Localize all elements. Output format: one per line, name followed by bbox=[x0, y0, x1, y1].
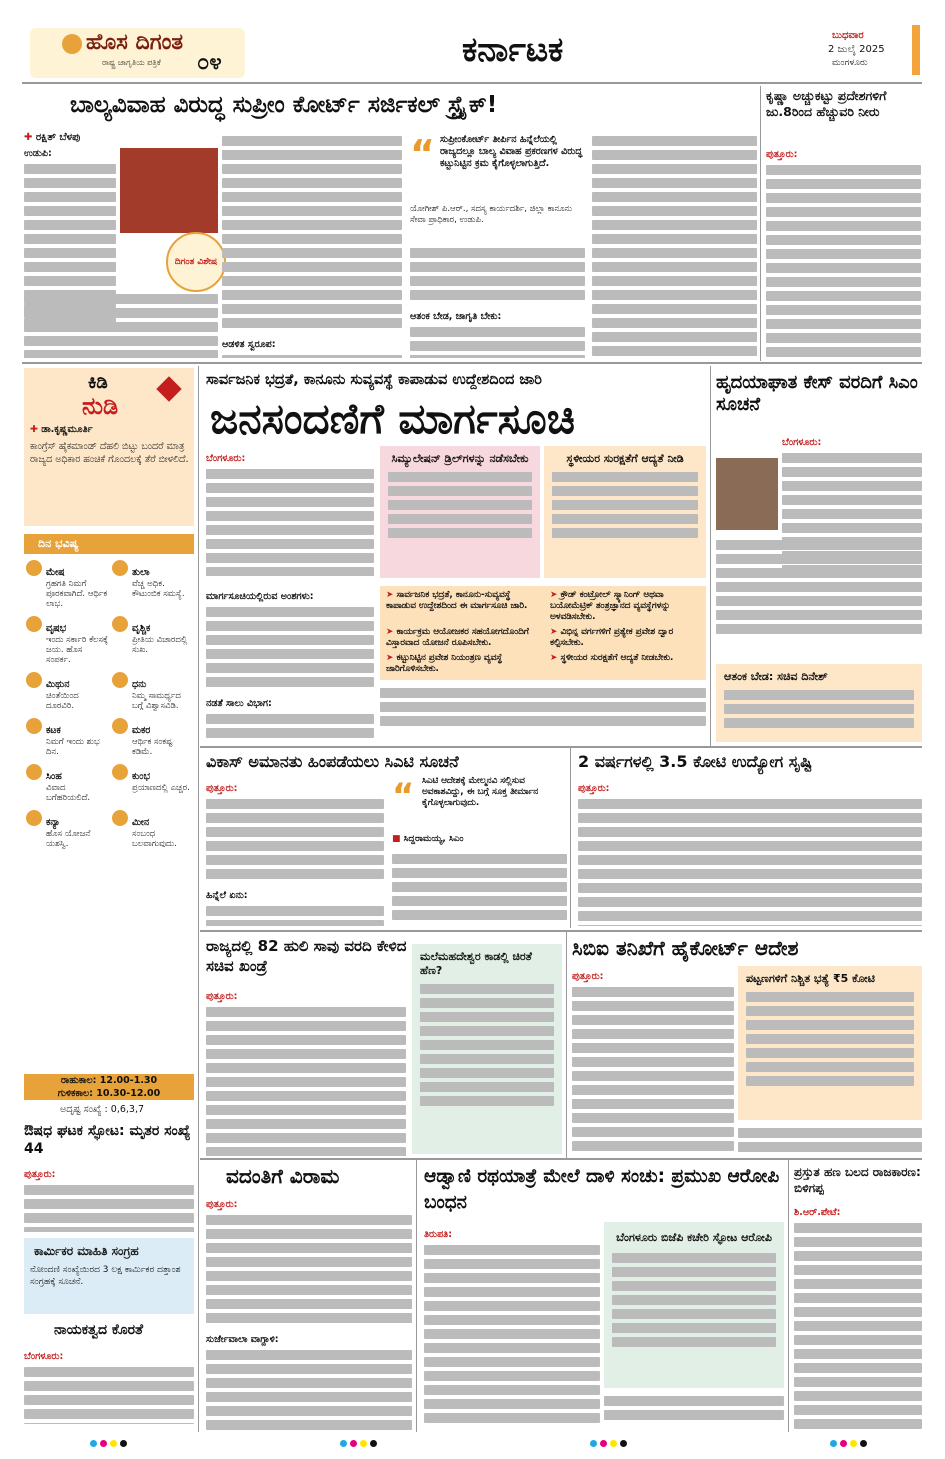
tiger-dateline: ಪುತ್ತೂರು: bbox=[206, 991, 238, 1002]
advani-box bbox=[604, 1222, 784, 1388]
rashi-icon bbox=[26, 810, 42, 826]
politics-dateline: ಶಿ.ಆರ್.ಪೇಟೆ: bbox=[794, 1207, 841, 1218]
lead-badge-text: ದಿಗಂತ ವಿಶೇಷ bbox=[174, 257, 218, 267]
magenta-dot bbox=[600, 1440, 607, 1447]
kidi-author-text: ಡಾ.ಕೃಷ್ಣಮೂರ್ತಿ bbox=[41, 424, 93, 435]
rashi-item bbox=[26, 718, 108, 757]
point-text: ಕಟ್ಟುನಿಟ್ಟಿನ ಪ್ರವೇಶ ನಿಯಂತ್ರಣ ವ್ಯವಸ್ಥೆ ಜಾರಿಗೊಳಿಸಬೇಕು. bbox=[386, 653, 503, 674]
cbi-box-title: ಪಟ್ಟಣಗಳಿಗೆ ನಿಶ್ಚಿತ ಭತ್ಯೆ ₹5 ಕೋಟಿ bbox=[746, 972, 875, 985]
point-item: ➤ ವಿಭಿನ್ನ ವರ್ಗಗಳಿಗೆ ಪ್ರತ್ಯೇಕ ಪ್ರವೇಶ ದ್ವಾರ ಕಲ್ಪಿಸಬೇಕು. bbox=[550, 627, 674, 648]
sim-box-title: ಸಿಮ್ಯುಲೇಷನ್ ಡ್ರಿಲ್‌ಗಳನ್ನು ನಡೆಸಬೇಕು bbox=[391, 452, 529, 465]
cbi-box bbox=[738, 966, 922, 1120]
logo-icon bbox=[62, 34, 82, 54]
cet-quote-by: ■ ಸಿದ್ದರಾಮಯ್ಯ, ಸಿಎಂ bbox=[392, 834, 464, 844]
center-sub-1: ಮಾರ್ಗಸೂಚಿಯಲ್ಲಿರುವ ಅಂಶಗಳು: bbox=[206, 591, 314, 602]
lead-badge bbox=[166, 232, 226, 292]
rashi-name: ವೃಷಭ bbox=[46, 623, 67, 634]
rashi-icon bbox=[112, 810, 128, 826]
yellow-dot bbox=[850, 1440, 857, 1447]
labour-text: ನೋಂದಣಿ ಸಂಖ್ಯೆಯಿರದ 3 ಲಕ್ಷ ಕಾರ್ಮಿಕರ ದತ್ತಾಂಶ ಸಂಗ್ರಹಕ್ಕೆ ಸೂಚನೆ. bbox=[30, 1265, 181, 1287]
col-rule bbox=[760, 86, 761, 361]
rashi-item bbox=[112, 764, 194, 803]
cet-col-1 bbox=[206, 776, 384, 926]
logo-text: ಹೊಸ ದಿಗಂತ bbox=[86, 30, 184, 55]
point-text: ವಿಭಿನ್ನ ವರ್ಗಗಳಿಗೆ ಪ್ರತ್ಯೇಕ ಪ್ರವೇಶ ದ್ವಾರ ಕಲ್ಪಿಸಬೇಕು. bbox=[550, 627, 674, 648]
date-full: 2 ಜುಲೈ 2025 bbox=[828, 44, 885, 55]
heart-box bbox=[716, 664, 922, 742]
cmyk-mark bbox=[830, 1440, 867, 1447]
center-col-2b bbox=[380, 684, 706, 740]
leadership-body bbox=[24, 1344, 194, 1424]
row-rule-4 bbox=[200, 1158, 922, 1160]
logo-tagline: ರಾಷ್ಟ್ರ ಜಾಗೃತಿಯ ಪತ್ರಿಕೆ bbox=[102, 58, 161, 67]
kidi-title: ಕಿಡಿ bbox=[88, 372, 108, 393]
local-box bbox=[544, 446, 706, 578]
yellow-dot bbox=[610, 1440, 617, 1447]
center-headline: ಜನಸಂದಣಿಗೆ ಮಾರ್ಗಸೂಚಿ bbox=[210, 394, 575, 443]
mid-rule-2 bbox=[566, 932, 567, 1158]
point-item: ➤ ಕಾರ್ಯಕ್ರಮ ಆಯೋಜಕರ ಸಹಯೋಗದೊಂದಿಗೆ ವಿಸ್ತಾರವಾದ ಯೋಜನೆ ರೂಪಿಸಬೇಕು. bbox=[386, 627, 529, 648]
rashi-name: ಮೇಷ bbox=[46, 567, 65, 578]
leopard-box-title: ಮಲೆಮಹದೇಶ್ವರ ಕಾಡಲ್ಲಿ ಚಿರತೆ ಹೆಣ? bbox=[420, 950, 532, 977]
rashi-text: ಆರ್ಥಿಕ ಸಂಕಷ್ಟ ಕಡಿಮೆ. bbox=[132, 737, 173, 757]
rashi-icon bbox=[26, 616, 42, 632]
magenta-dot bbox=[100, 1440, 107, 1447]
point-item: ➤ ಸಾರ್ವಜನಿಕ ಭದ್ರತೆ, ಕಾನೂನು-ಸುವ್ಯವಸ್ಥೆ ಕಾಪಾಡುವ ಉದ್ದೇಶದಿಂದ ಈ ಮಾರ್ಗಸೂಚಿ ಜಾರಿ. bbox=[386, 590, 528, 611]
cet-sub: ಹಿನ್ನೆಲೆ ಏನು: bbox=[206, 890, 248, 901]
water-body bbox=[766, 142, 921, 358]
page-number: ೦೪ bbox=[197, 50, 222, 75]
cyan-dot bbox=[90, 1440, 97, 1447]
rashi-icon bbox=[112, 560, 128, 576]
cmyk-mark bbox=[90, 1440, 127, 1447]
rumor-headline: ವದಂತಿಗೆ ವಿರಾಮ bbox=[226, 1164, 340, 1188]
lead-quote-text: ಸುಪ್ರೀಂಕೋರ್ಟ್ ತೀರ್ಪಿನ ಹಿನ್ನೆಲೆಯಲ್ಲಿ ರಾಜ್ಯದಲ್ಲೂ ಬಾಲ್ಯ ವಿವಾಹ ಪ್ರಕರಣಗಳ ವಿರುದ್ಧ ಕಟ್ಟುನಿಟ್ಟಿನ ಕ್ರಮ ಕೈಗೊಳ್ಳಲಾಗುತ್ತಿದೆ. bbox=[440, 134, 583, 169]
date-city: ಮಂಗಳೂರು bbox=[832, 58, 868, 68]
rashi-item bbox=[26, 672, 108, 711]
center-dateline: ಬೆಂಗಳೂರು: bbox=[206, 453, 246, 464]
lead-sub-2: ಆತಂಕ ಬೇಡ, ಜಾಗೃತಿ ಬೇಕು: bbox=[410, 311, 502, 322]
rashi-item bbox=[112, 560, 194, 609]
rashi-icon bbox=[26, 672, 42, 688]
heart-dateline: ಬೆಂಗಳೂರು: bbox=[782, 437, 822, 448]
labour-title: ಕಾರ್ಮಿಕರ ಮಾಹಿತಿ ಸಂಗ್ರಹ bbox=[34, 1244, 139, 1258]
point-text: ಕಾರ್ಯಕ್ರಮ ಆಯೋಜಕರ ಸಹಯೋಗದೊಂದಿಗೆ ವಿಸ್ತಾರವಾದ ಯೋಜನೆ ರೂಪಿಸಬೇಕು. bbox=[386, 627, 529, 648]
masthead bbox=[22, 20, 922, 80]
rashi-item bbox=[26, 560, 108, 609]
rashi-name: ಮಿಥುನ bbox=[46, 679, 70, 690]
rashi-item bbox=[112, 810, 194, 849]
rashi-icon bbox=[112, 616, 128, 632]
heart-box-title: ಆತಂಕ ಬೇಡ: ಸಚಿವ ದಿನೇಶ್ bbox=[724, 670, 828, 683]
cbi-col-1 bbox=[572, 964, 734, 1156]
lead-col-4 bbox=[592, 132, 757, 358]
sim-box bbox=[380, 446, 540, 578]
local-box-title: ಸ್ಥಳೀಯರ ಸುರಕ್ಷತೆಗೆ ಆದ್ಯತೆ ನೀಡಿ bbox=[566, 452, 684, 465]
lead-photo bbox=[120, 148, 218, 233]
rashi-item bbox=[26, 616, 108, 665]
lead-headline: ಬಾಲ್ಯವಿವಾಹ ವಿರುದ್ಧ ಸುಪ್ರೀಂ ಕೋರ್ಟ್ ಸರ್ಜಿಕಲ್ ಸ್ಟ್ರೈಕ್! bbox=[70, 92, 498, 118]
rashi-name: ಸಿಂಹ bbox=[46, 771, 62, 782]
center-col-1 bbox=[206, 446, 374, 576]
rashi-icon bbox=[112, 764, 128, 780]
advani-box-title: ಬೆಂಗಳೂರು ಬಿಜೆಪಿ ಕಚೇರಿ ಸ್ಫೋಟ ಆರೋಪಿ bbox=[616, 1231, 772, 1244]
point-text: ಸ್ಥಳೀಯರ ಸುರಕ್ಷತೆಗೆ ಆದ್ಯತೆ ನೀಡಬೇಕು. bbox=[560, 653, 674, 663]
rashi-text: ಪ್ರಯಾಣದಲ್ಲಿ ಎಚ್ಚರ. bbox=[132, 783, 190, 793]
rashi-text: ವೆಚ್ಚ ಅಧಿಕ. ಕೌಟುಂಬಿಕ ಸಮಸ್ಯೆ. bbox=[132, 579, 185, 599]
death-dateline: ಪುತ್ತೂರು: bbox=[24, 1169, 56, 1180]
points-grid bbox=[386, 590, 704, 675]
cyan-dot bbox=[830, 1440, 837, 1447]
rashi-icon bbox=[112, 718, 128, 734]
row-rule-2 bbox=[200, 746, 922, 748]
rumor-dateline: ಪುತ್ತೂರು: bbox=[206, 1199, 238, 1210]
horoscope-grid bbox=[26, 560, 194, 853]
advani-headline: ಆಡ್ವಾಣಿ ರಥಯಾತ್ರೆ ಮೇಲೆ ದಾಳಿ ಸಂಚು: ಪ್ರಮುಖ ಆರೋಪಿ ಬಂಧನ bbox=[424, 1166, 780, 1213]
kidi-text: ಕಾಂಗ್ರೆಸ್ ಹೈಕಮಾಂಡ್ ದೆಹಲಿ ಬಿಟ್ಟು ಬಂದರೆ ಮಾತ್ರ ರಾಜ್ಯದ ಅಧಿಕಾರ ಹಂಚಿಕೆ ಗೊಂದಲಕ್ಕೆ ತೆರೆ ಬೀಳಲಿದೆ. bbox=[30, 441, 189, 465]
black-dot bbox=[620, 1440, 627, 1447]
center-kicker: ಸಾರ್ವಜನಿಕ ಭದ್ರತೆ, ಕಾನೂನು ಸುವ್ಯವಸ್ಥೆ ಕಾಪಾಡುವ ಉದ್ದೇಶದಿಂದ ಜಾರಿ bbox=[206, 372, 542, 388]
row-rule-1 bbox=[22, 362, 922, 364]
magenta-dot bbox=[350, 1440, 357, 1447]
jobs-dateline: ಪುತ್ತೂರು: bbox=[578, 783, 610, 794]
rashi-text: ಇಂದು ಸರ್ಕಾರಿ ಕೆಲಸಕ್ಕೆ ಜಯ. ಹೊಸ ಸಂಪರ್ಕ. bbox=[46, 635, 109, 665]
rashi-text: ನಿಮಗೆ ಇಂದು ಶುಭ ದಿನ. bbox=[46, 737, 100, 757]
lead-sub-1: ಆಡಳಿತ ಸ್ವರೂಪ: bbox=[222, 339, 276, 350]
rashi-icon bbox=[26, 718, 42, 734]
lucky-number: ಅದೃಷ್ಟ ಸಂಖ್ಯೆ : 0,6,3,7 bbox=[60, 1104, 145, 1115]
rashi-text: ವಿವಾದ ಬಗೆಹರಿಯಲಿದೆ. bbox=[46, 783, 91, 803]
rahu-text: ರಾಹುಕಾಲ: 12.00-1.30 bbox=[60, 1075, 158, 1086]
point-item: ➤ ಕ್ರೌಡ್ ಕಂಟ್ರೋಲ್ ಸ್ಕ್ಯಾನಿಂಗ್ ಅಥವಾ ಬಯೋಮೆಟ್ರಿಕ್ ತಂತ್ರಜ್ಞಾನದ ವ್ಯವಸ್ಥೆಗಳನ್ನು ಅಳವಡಿಸಬೇಕು. bbox=[550, 590, 671, 622]
cbi-dateline: ಪುತ್ತೂರು: bbox=[572, 971, 604, 982]
point-text: ಕ್ರೌಡ್ ಕಂಟ್ರೋಲ್ ಸ್ಕ್ಯಾನಿಂಗ್ ಅಥವಾ ಬಯೋಮೆಟ್ರಿಕ್ ತಂತ್ರಜ್ಞಾನದ ವ್ಯವಸ್ಥೆಗಳನ್ನು ಅಳವಡಿಸಬೇಕು. bbox=[550, 590, 671, 622]
cyan-dot bbox=[340, 1440, 347, 1447]
lead-dateline: ಉಡುಪಿ: bbox=[24, 148, 52, 159]
row-rule-3 bbox=[200, 930, 922, 932]
heart-photo bbox=[716, 458, 778, 530]
lead-quote-box bbox=[410, 132, 585, 238]
heart-body-2 bbox=[716, 536, 922, 656]
rahu-box bbox=[24, 1074, 194, 1100]
jobs-body bbox=[578, 776, 922, 926]
lead-col-2 bbox=[222, 132, 402, 358]
rumor-sub: ಸುರ್ಜೇವಾಲಾ ವಾಗ್ದಾಳಿ: bbox=[206, 1334, 279, 1345]
politics-headline: ಪ್ರಸ್ತುತ ಹಣ ಬಲದ ರಾಜಕಾರಣ: ಬಿಳಿಗಪ್ಪ bbox=[794, 1165, 921, 1195]
politics-body bbox=[794, 1200, 922, 1430]
point-text: ಸಾರ್ವಜನಿಕ ಭದ್ರತೆ, ಕಾನೂನು-ಸುವ್ಯವಸ್ಥೆ ಕಾಪಾಡುವ ಉದ್ದೇಶದಿಂದ ಈ ಮಾರ್ಗಸೂಚಿ ಜಾರಿ. bbox=[386, 590, 528, 611]
cmyk-mark bbox=[340, 1440, 377, 1447]
rashi-item bbox=[26, 764, 108, 803]
rashi-text: ಪ್ರೀತಿಯ ವಿಚಾರದಲ್ಲಿ ಸುಖ. bbox=[132, 635, 188, 655]
water-headline: ಕೃಷ್ಣಾ ಅಚ್ಚುಕಟ್ಟು ಪ್ರದೇಶಗಳಿಗೆ ಜು.8ರಿಂದ ಹೆಚ್ಚುವರಿ ನೀರು bbox=[766, 88, 887, 119]
advani-col-2 bbox=[604, 1392, 784, 1430]
center-sub-2: ನಡತೆ ಸಾಲು ವಿಭಾಗ: bbox=[206, 698, 272, 709]
lead-quote-by: ಯೋಗೀಶ್ ಪಿ.ಆರ್., ಸದಸ್ಯ ಕಾರ್ಯದರ್ಶಿ, ಜಿಲ್ಲಾ ಕಾನೂನು ಸೇವಾ ಪ್ರಾಧಿಕಾರ, ಉಡುಪಿ. bbox=[410, 204, 573, 225]
rashi-name: ಕನ್ಯಾ bbox=[46, 817, 61, 828]
cmyk-mark bbox=[590, 1440, 627, 1447]
center-col-1b bbox=[206, 584, 374, 740]
guli-text: ಗುಳಿಕಕಾಲ: 10.30-12.00 bbox=[57, 1088, 161, 1099]
kidi-author: ✚ ಡಾ.ಕೃಷ್ಣಮೂರ್ತಿ bbox=[30, 424, 93, 435]
rashi-name: ಮೀನ bbox=[132, 817, 150, 828]
lead-col-3 bbox=[410, 244, 585, 358]
rashi-name: ಧನು bbox=[132, 679, 147, 690]
cet-headline: ವಿಕಾಸ್ ಅಮಾನತು ಹಿಂಪಡೆಯಲು ಸಿಎಟಿ ಸೂಚನೆ bbox=[206, 752, 459, 771]
leopard-box bbox=[412, 944, 562, 1154]
black-dot bbox=[370, 1440, 377, 1447]
rashi-text: ಹೊಸ ಯೋಜನೆ ಯಶಸ್ವಿ. bbox=[46, 829, 91, 849]
cbi-headline: ಸಿಬಿಐ ತನಿಖೆಗೆ ಹೈಕೋರ್ಟ್ ಆದೇಶ bbox=[572, 936, 799, 960]
rashi-item bbox=[26, 810, 108, 849]
leadership-dateline: ಬೆಂಗಳೂರು: bbox=[24, 1351, 64, 1362]
center-right-rule bbox=[710, 366, 711, 746]
advani-dateline: ತಿರುಪತಿ: bbox=[424, 1229, 453, 1240]
rashi-item bbox=[112, 616, 194, 665]
cet-col-2 bbox=[392, 850, 567, 930]
lead-col-1b bbox=[24, 290, 218, 358]
mid-rule bbox=[570, 748, 571, 928]
yellow-dot bbox=[110, 1440, 117, 1447]
jobs-headline: 2 ವರ್ಷಗಳಲ್ಲಿ 3.5 ಕೋಟಿ ಉದ್ಯೋಗ ಸೃಷ್ಟಿ bbox=[578, 752, 813, 771]
rashi-text: ಚಿಂತೆಯಿಂದ ದೂರವಿರಿ. bbox=[46, 691, 79, 711]
tiger-body bbox=[206, 984, 406, 1156]
tiger-headline: ರಾಜ್ಯದಲ್ಲಿ 82 ಹುಲಿ ಸಾವು ವರದಿ ಕೇಳಿದ ಸಚಿವ ಖಂಡ್ರೆ bbox=[206, 937, 407, 975]
masthead-stripe bbox=[912, 25, 920, 75]
heart-headline: ಹೃದಯಾಘಾತ ಕೇಸ್ ವರದಿಗೆ ಸಿಎಂ ಸೂಚನೆ bbox=[716, 372, 918, 415]
point-item: ➤ ಸ್ಥಳೀಯರ ಸುರಕ್ಷತೆಗೆ ಆದ್ಯತೆ ನೀಡಬೇಕು. bbox=[550, 653, 674, 663]
section-title: ಕರ್ನಾಟಕ bbox=[462, 30, 564, 70]
mid-rule-4 bbox=[788, 1160, 789, 1432]
lead-byline-text: ರಕ್ಷಿತ್ ಬೆಳಪು bbox=[35, 132, 81, 143]
rashi-name: ತುಲಾ bbox=[132, 567, 150, 578]
rashi-text: ನಿಮ್ಮ ಸಾಮರ್ಥ್ಯದ ಬಗ್ಗೆ ವಿಶ್ವಾಸವಿಡಿ. bbox=[132, 691, 181, 711]
left-col-rule bbox=[198, 366, 199, 1432]
mid-rule-3 bbox=[416, 1160, 417, 1432]
cbi-col-2 bbox=[738, 1124, 922, 1156]
horoscope-title: ದಿನ ಭವಿಷ್ಯ bbox=[38, 537, 79, 550]
magenta-dot bbox=[840, 1440, 847, 1447]
yellow-dot bbox=[360, 1440, 367, 1447]
rashi-text: ಗ್ರಹಗತಿ ನಿಮಗೆ ಪೂರಕವಾಗಿದೆ. ಆರ್ಥಿಕ ಲಾಭ. bbox=[46, 579, 108, 609]
rashi-name: ಮಕರ bbox=[132, 725, 151, 736]
lead-byline: ✚ ರಕ್ಷಿತ್ ಬೆಳಪು bbox=[24, 132, 81, 143]
cet-quote-by-text: ಸಿದ್ದರಾಮಯ್ಯ, ಸಿಎಂ bbox=[403, 834, 464, 844]
rashi-text: ಸಂಬಂಧ ಬಲವಾಗುವುದು. bbox=[132, 829, 177, 849]
rashi-icon bbox=[26, 764, 42, 780]
cet-dateline: ಪುತ್ತೂರು: bbox=[206, 783, 238, 794]
rashi-icon bbox=[26, 560, 42, 576]
horoscope-header bbox=[24, 534, 194, 554]
quote-mark-icon: “ bbox=[410, 132, 435, 176]
advani-col-1 bbox=[424, 1222, 600, 1430]
cyan-dot bbox=[590, 1440, 597, 1447]
rashi-name: ವೃಶ್ಚಿಕ bbox=[132, 623, 151, 634]
death-body bbox=[24, 1162, 194, 1232]
cet-quote-text: ಸಿಎಟಿ ಆದೇಶಕ್ಕೆ ಮೇಲ್ಮನವಿ ಸಲ್ಲಿಸುವ ಅವಕಾಶವಿದ್ದು, ಈ ಬಗ್ಗೆ ಸೂಕ್ತ ತೀರ್ಮಾನ ಕೈಗೊಳ್ಳಲಾಗುವುದು. bbox=[422, 776, 539, 808]
rashi-name: ಕುಂಭ bbox=[132, 771, 150, 782]
rashi-item bbox=[112, 672, 194, 711]
black-dot bbox=[860, 1440, 867, 1447]
point-item: ➤ ಕಟ್ಟುನಿಟ್ಟಿನ ಪ್ರವೇಶ ನಿಯಂತ್ರಣ ವ್ಯವಸ್ಥೆ ಜಾರಿಗೊಳಿಸಬೇಕು. bbox=[386, 653, 503, 674]
cet-quote bbox=[392, 776, 567, 846]
leadership-title: ನಾಯಕತ್ವದ ಕೊರತೆ bbox=[54, 1322, 144, 1338]
quote-mark-icon: “ bbox=[392, 776, 415, 816]
rashi-icon bbox=[112, 672, 128, 688]
date-day: ಬುಧವಾರ bbox=[832, 30, 864, 41]
rashi-name: ಕಟಕ bbox=[46, 725, 61, 736]
masthead-rule bbox=[22, 82, 922, 84]
black-dot bbox=[120, 1440, 127, 1447]
water-dateline: ಪುತ್ತೂರು: bbox=[766, 149, 798, 160]
kidi-title-2: ನುಡಿ bbox=[82, 392, 119, 420]
rumor-body bbox=[206, 1192, 412, 1430]
rashi-item bbox=[112, 718, 194, 757]
death-title: ಔಷಧ ಘಟಕ ಸ್ಫೋಟ: ಮೃತರ ಸಂಖ್ಯೆ 44 bbox=[24, 1123, 191, 1157]
